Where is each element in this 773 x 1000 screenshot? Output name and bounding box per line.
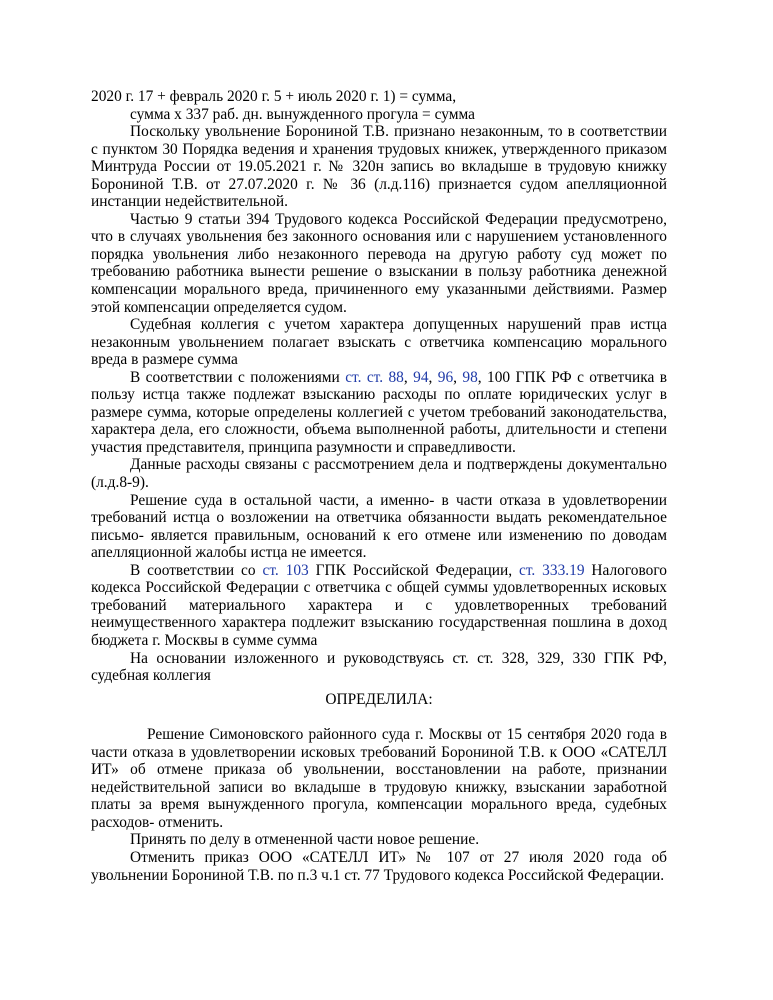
law-link-98[interactable]: 98 bbox=[462, 368, 478, 386]
paragraph-sum-line: сумма х 337 раб. дн. вынужденного прогула = сумма bbox=[130, 105, 475, 123]
paragraph-calc-line: 2020 г. 17 + февраль 2020 г. 5 + июль 2020 г. 1) = сумма, bbox=[91, 88, 457, 105]
text-segment: В соответствии со bbox=[130, 561, 263, 579]
law-link-88[interactable]: ст. ст. 88 bbox=[345, 368, 404, 386]
text-segment: , bbox=[453, 368, 463, 386]
law-link-94[interactable]: 94 bbox=[413, 368, 429, 386]
text-segment: , bbox=[428, 368, 438, 386]
text-segment: ГПК Российской Федерации, bbox=[308, 561, 520, 579]
paragraph-state-duty bbox=[91, 562, 667, 650]
text-segment: , bbox=[403, 368, 414, 386]
paragraph-record-invalid: Поскольку увольнение Борониной Т.В. признано незаконным, то в соответствии с пунктом 30 Порядка ведения и хранения трудовых книжек, утвержденного приказом Минтруда России от 19.05.2021 г. № 320н запись во вкладыше в трудовую книжку Борониной Т.В. от 27.07.2020 г. № 36 (л.д.116) признается судом апелляционной инстанции недействительной. bbox=[91, 123, 667, 211]
paragraph-moral-damage: Судебная коллегия с учетом характера допущенных нарушений прав истца незаконным увольнением полагает взыскать с ответчика компенсацию морального вреда в размере сумма bbox=[91, 316, 667, 369]
law-link-333-19[interactable]: ст. 333.19 bbox=[519, 561, 585, 579]
paragraph-new-decision: Принять по делу в отмененной части новое решение. bbox=[130, 831, 480, 849]
paragraph-decision: Решение Симоновского районного суда г. Москвы от 15 сентября 2020 года в части отказа в удовлетворении исковых требований Борониной Т.В. к ООО «САТЕЛЛ ИТ» об отмене приказа об увольнении, восстановлении на работе, признании недействительной записи во вкладыше в трудовую книжку, взыскании заработной платы за время вынужденного прогула, компенсации морального вреда, судебных расходов- отменить. bbox=[91, 726, 667, 831]
law-link-96[interactable]: 96 bbox=[437, 368, 454, 386]
paragraph-grounds: На основании изложенного и руководствуясь ст. ст. 328, 329, 330 ГПК РФ, судебная коллегия bbox=[91, 649, 667, 685]
document-page bbox=[91, 88, 667, 884]
paragraph-expenses-documented: Данные расходы связаны с рассмотрением дела и подтверждены документально (л.д.8-9). bbox=[91, 456, 667, 492]
text-segment: , 100 ГПК РФ с ответчика в пользу истца также подлежат взысканию расходы по оплате юридических услуг в размере сумма, которые определены коллегией с учетом требований законодательства, характера дела, его сложности, объема выполненной работы, длительности и степени участия представителя, принципа разумности и справедливости. bbox=[91, 368, 667, 456]
paragraph-article-394: Частью 9 статьи 394 Трудового кодекса Российской Федерации предусмотрено, что в случаях увольнения без законного основания или с нарушением установленного порядка увольнения либо незаконного перевода на другую работу суд может по требованию работника вынести решение о взыскании в пользу работника денежной компенсации морального вреда, причиненного ему указанными действиями. Размер этой компенсации определяется судом. bbox=[91, 210, 667, 316]
law-link-103[interactable]: ст. 103 bbox=[262, 561, 309, 579]
paragraph-cancel-order: Отменить приказ ООО «САТЕЛЛ ИТ» № 107 от 27 июля 2020 года об увольнении Борониной Т.В. по п.3 ч.1 ст. 77 Трудового кодекса Российской Федерации. bbox=[91, 848, 667, 884]
ruling-heading: ОПРЕДЕЛИЛА: bbox=[325, 690, 433, 708]
text-segment: Налогового кодекса Российской Федерации с ответчика с общей суммы удовлетворенных исковых требований материального характера и с удовлетворенных требований неимущественного характера подлежит взысканию государственная пошлина в доход бюджета г. Москвы в сумме сумма bbox=[91, 561, 667, 649]
paragraph-remaining-part: Решение суда в остальной части, а именно- в части отказа в удовлетворении требований истца о возложении на ответчика обязанности выдать рекомендательное письмо- является правильным, оснований к его отмене или изменению по доводам апелляционной жалобы истца не имеется. bbox=[91, 491, 667, 562]
paragraph-legal-costs bbox=[91, 369, 667, 457]
text-segment: В соответствии с положениями bbox=[130, 368, 346, 386]
